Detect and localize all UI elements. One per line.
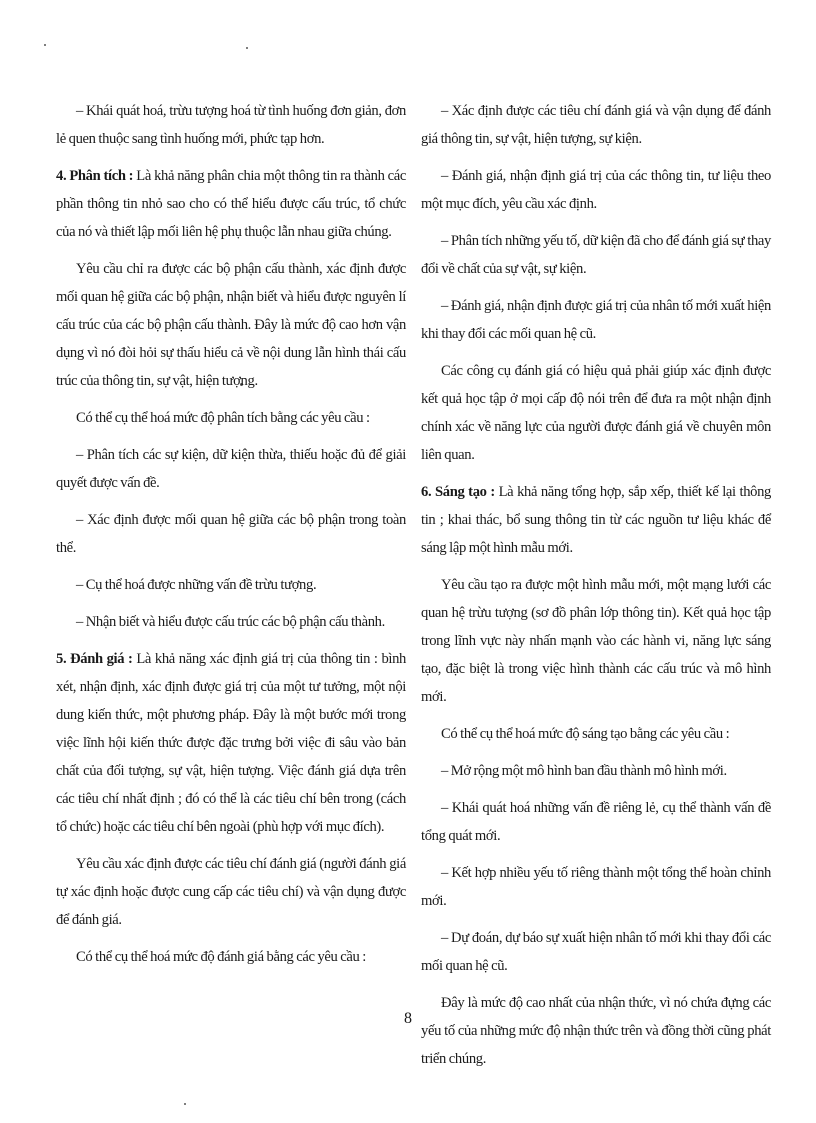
section-text: Là khả năng xác định giá trị của thông tin : bình xét, nhận định, xác định được giá trị của một tư tưởng, một nội dung kiến thức, một phương pháp. Đây là một bước mới trong việc lĩnh hội kiến thức được đặc trưng bởi việc đi sâu vào bản chất của đối tượng, sự vật, hiện tượng. Việc đánh giá dựa trên các tiêu chí nhất định ; đó có thể là các tiêu chí bên trong (cách tổ chức) hoặc các tiêu chí bên ngoài (phù hợp với mục đích).: [56, 651, 406, 835]
scan-speck: [246, 47, 248, 49]
section-heading: 4. Phân tích :: [56, 168, 134, 184]
section-analysis: [56, 162, 406, 246]
list-item: – Xác định được mối quan hệ giữa các bộ phận trong toàn thể.: [56, 512, 406, 556]
list-item: – Phân tích các sự kiện, dữ kiện thừa, thiếu hoặc đủ để giải quyết được vấn đề.: [56, 447, 406, 491]
list-item: – Đánh giá, nhận định được giá trị của nhân tố mới xuất hiện khi thay đổi các mối quan hệ cũ.: [421, 298, 771, 342]
paragraph: Đây là mức độ cao nhất của nhận thức, vì nó chứa đựng các yếu tố của những mức độ nhận thức trên và đồng thời cũng phát triển chúng.: [421, 995, 771, 1067]
scan-speck: [44, 44, 46, 46]
paragraph: Các công cụ đánh giá có hiệu quả phải giúp xác định được kết quả học tập ở mọi cấp độ nói trên để đưa ra một nhận định chính xác về năng lực của người được đánh giá về chuyên môn liên quan.: [421, 363, 771, 463]
paragraph: Có thể cụ thể hoá mức độ sáng tạo bằng các yêu cầu :: [441, 726, 730, 742]
paragraph: Có thể cụ thể hoá mức độ đánh giá bằng các yêu cầu :: [76, 949, 366, 965]
page-number: 8: [404, 1010, 412, 1027]
section-text: Là khả năng tổng hợp, sắp xếp, thiết kế lại thông tin ; khai thác, bổ sung thông tin từ các nguồn tư liệu khác để sáng lập một hình mẫu mới.: [421, 484, 771, 556]
scan-speck: [184, 1103, 186, 1105]
section-heading: 5. Đánh giá :: [56, 651, 133, 667]
list-item: – Xác định được các tiêu chí đánh giá và vận dụng để đánh giá thông tin, sự vật, hiện tượng, sự kiện.: [421, 103, 771, 147]
section-creation: [421, 478, 771, 562]
list-item: – Nhận biết và hiểu được cấu trúc các bộ phận cấu thành.: [76, 614, 385, 630]
list-item: – Đánh giá, nhận định giá trị của các thông tin, tư liệu theo một mục đích, yêu cầu xác định.: [421, 168, 771, 212]
list-item: – Kết hợp nhiều yếu tố riêng thành một tổng thể hoàn chỉnh mới.: [421, 865, 771, 909]
paragraph: – Khái quát hoá, trừu tượng hoá từ tình huống đơn giản, đơn lẻ quen thuộc sang tình huống mới, phức tạp hơn.: [56, 103, 406, 147]
right-column: [421, 97, 771, 1082]
list-item: – Dự đoán, dự báo sự xuất hiện nhân tố mới khi thay đổi các mối quan hệ cũ.: [421, 930, 771, 974]
paragraph: Yêu cầu tạo ra được một hình mẫu mới, một mạng lưới các quan hệ trừu tượng (sơ đồ phân lớp thông tin). Kết quả học tập trong lĩnh vực này nhấn mạnh vào các hành vi, năng lực sáng tạo, đặc biệt là trong việc hình thành các cấu trúc và mô hình mới.: [421, 577, 771, 705]
list-item: – Phân tích những yếu tố, dữ kiện đã cho để đánh giá sự thay đổi về chất của sự vật, sự kiện.: [421, 233, 771, 277]
left-column: [56, 97, 406, 980]
paragraph: Yêu cầu chỉ ra được các bộ phận cấu thành, xác định được mối quan hệ giữa các bộ phận, nhận biết và hiểu được nguyên lí cấu trúc của các bộ phận cấu thành. Đây là mức độ cao hơn vận dụng vì nó đòi hỏi sự thấu hiểu cả về nội dung lẫn hình thái cấu trúc của thông tin, sự vật, hiện tượng.: [56, 261, 406, 389]
list-item: – Mở rộng một mô hình ban đầu thành mô hình mới.: [441, 763, 727, 779]
list-item: – Khái quát hoá những vấn đề riêng lẻ, cụ thể thành vấn đề tổng quát mới.: [421, 800, 771, 844]
section-evaluation: [56, 645, 406, 841]
paragraph: Yêu cầu xác định được các tiêu chí đánh giá (người đánh giá tự xác định hoặc được cung cấp các tiêu chí) và vận dụng được để đánh giá.: [56, 856, 406, 928]
section-text: Là khả năng phân chia một thông tin ra thành các phần thông tin nhỏ sao cho có thể hiểu được cấu trúc, tổ chức của nó và thiết lập mối liên hệ phụ thuộc lẫn nhau giữa chúng.: [56, 168, 406, 240]
paragraph: Có thể cụ thể hoá mức độ phân tích bằng các yêu cầu :: [76, 410, 370, 426]
list-item: – Cụ thể hoá được những vấn đề trừu tượng.: [76, 577, 317, 593]
section-heading: 6. Sáng tạo :: [421, 484, 495, 500]
